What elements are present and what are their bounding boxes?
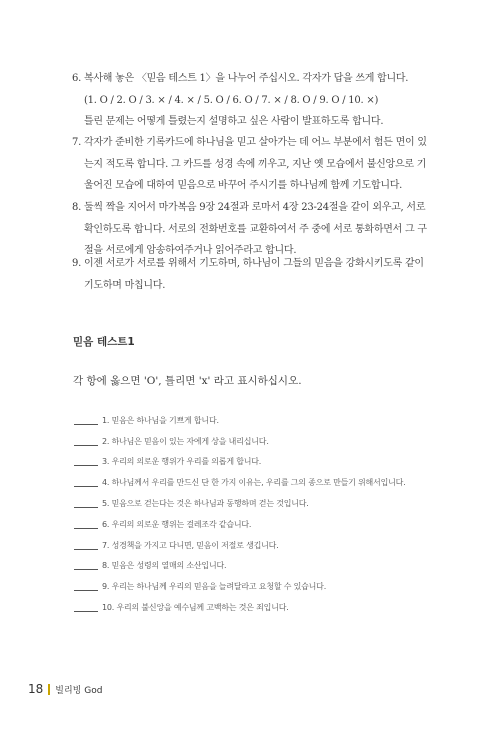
instruction-item-8 (72, 197, 434, 262)
quiz-item-text: 1. 믿음은 하나님을 기쁘게 합니다. (102, 415, 219, 425)
item-line: 복사해 놓은 〈믿음 테스트 1〉을 나누어 주십시오. 각자가 답을 쓰게 합니다. (83, 73, 409, 84)
item-line: 울어진 모습에 대하여 믿음으로 바꾸어 주시기를 하나님께 함께 기도합니다. (84, 180, 403, 191)
quiz-item (74, 576, 434, 597)
answer-blank[interactable] (74, 561, 98, 570)
quiz-item (74, 431, 434, 452)
item-line: (1. O / 2. O / 3. × / 4. × / 5. O / 6. O / 7. × / 8. O / 9. O / 10. ×) (84, 94, 379, 106)
item-line: 이젠 서로가 서로를 위해서 기도하며, 하나님이 그들의 믿음을 강화시키도록 같이 (83, 258, 424, 269)
section-title: 믿음 테스트1 (73, 336, 135, 348)
quiz-item (74, 556, 434, 577)
quiz-list (74, 410, 434, 618)
item-line: 둘씩 짝을 지어서 마가복음 9장 24절과 로마서 4장 23-24절을 같이 외우고, 서로 (83, 202, 426, 213)
item-line: 틀린 문제는 어떻게 틀렸는지 설명하고 싶은 사람이 발표하도록 합니다. (84, 116, 384, 127)
item-number: 9. (72, 258, 82, 269)
instruction-item-6 (72, 68, 434, 133)
instruction-item-7 (72, 132, 434, 197)
item-number: 8. (72, 202, 82, 213)
quiz-item-text: 8. 믿음은 성령의 열매의 소산입니다. (102, 561, 227, 571)
answer-blank[interactable] (74, 603, 98, 612)
quiz-item (74, 452, 434, 473)
answer-blank[interactable] (74, 457, 98, 466)
item-number: 6. (72, 73, 82, 84)
item-line: 절을 서로에게 암송하여주거나 읽어주라고 합니다. (84, 245, 297, 256)
answer-blank[interactable] (74, 416, 98, 425)
quiz-item (74, 493, 434, 514)
quiz-item (74, 472, 434, 493)
item-line: 는지 적도록 합니다. 그 카드를 성경 속에 끼우고, 지난 옛 모습에서 불신앙으로 기 (84, 158, 427, 170)
quiz-item-text: 9. 우리는 하나님께 우리의 믿음을 늘려달라고 요청할 수 있습니다. (102, 582, 327, 592)
book-title: 빌리빙 God (55, 685, 103, 696)
quiz-item-text: 7. 성경책을 가지고 다니면, 믿음이 저절로 생깁니다. (102, 540, 279, 550)
answer-blank[interactable] (74, 520, 98, 529)
item-line: 각자가 준비한 기록카드에 하나님을 믿고 살아가는 데 어느 부분에서 험든 면이 있 (83, 137, 427, 148)
quiz-item-text: 2. 하나님은 믿음이 있는 자에게 상을 내리십니다. (102, 436, 269, 446)
answer-blank[interactable] (74, 437, 98, 446)
quiz-item (74, 535, 434, 556)
item-line: 기도하며 마칩니다. (84, 279, 166, 291)
quiz-item-text: 6. 우리의 의로운 행위는 걸레조각 같습니다. (102, 519, 252, 529)
page-number: 18 (28, 682, 44, 696)
quiz-item (74, 410, 434, 431)
answer-blank[interactable] (74, 478, 98, 487)
answer-blank[interactable] (74, 582, 98, 591)
quiz-item-text: 5. 믿음으로 걷는다는 것은 하나님과 동행하며 걷는 것입니다. (102, 499, 309, 509)
instruction-item-9 (72, 253, 434, 296)
quiz-instruction: 각 항에 옳으면 'O', 틀리면 'x' 라고 표시하십시오. (73, 375, 302, 387)
page-footer (28, 682, 102, 696)
quiz-item-text: 3. 우리의 의로운 행위가 우리를 의롭게 합니다. (102, 457, 262, 467)
answer-blank[interactable] (74, 499, 98, 508)
item-line: 확인하도록 합니다. 서로의 전화번호를 교환하여서 주 중에 서로 통화하면서 그 구 (84, 223, 427, 235)
quiz-item (74, 597, 434, 618)
quiz-item-text: 10. 우리의 불신앙을 예수님께 고백하는 것은 죄입니다. (102, 603, 289, 613)
answer-blank[interactable] (74, 541, 98, 550)
quiz-item (74, 514, 434, 535)
footer-divider (48, 684, 50, 695)
item-number: 7. (72, 137, 82, 148)
quiz-item-text: 4. 하나님께서 우리를 만드신 단 한 가지 이유는, 우리를 그의 종으로 만들기 위해서입니다. (102, 478, 406, 488)
